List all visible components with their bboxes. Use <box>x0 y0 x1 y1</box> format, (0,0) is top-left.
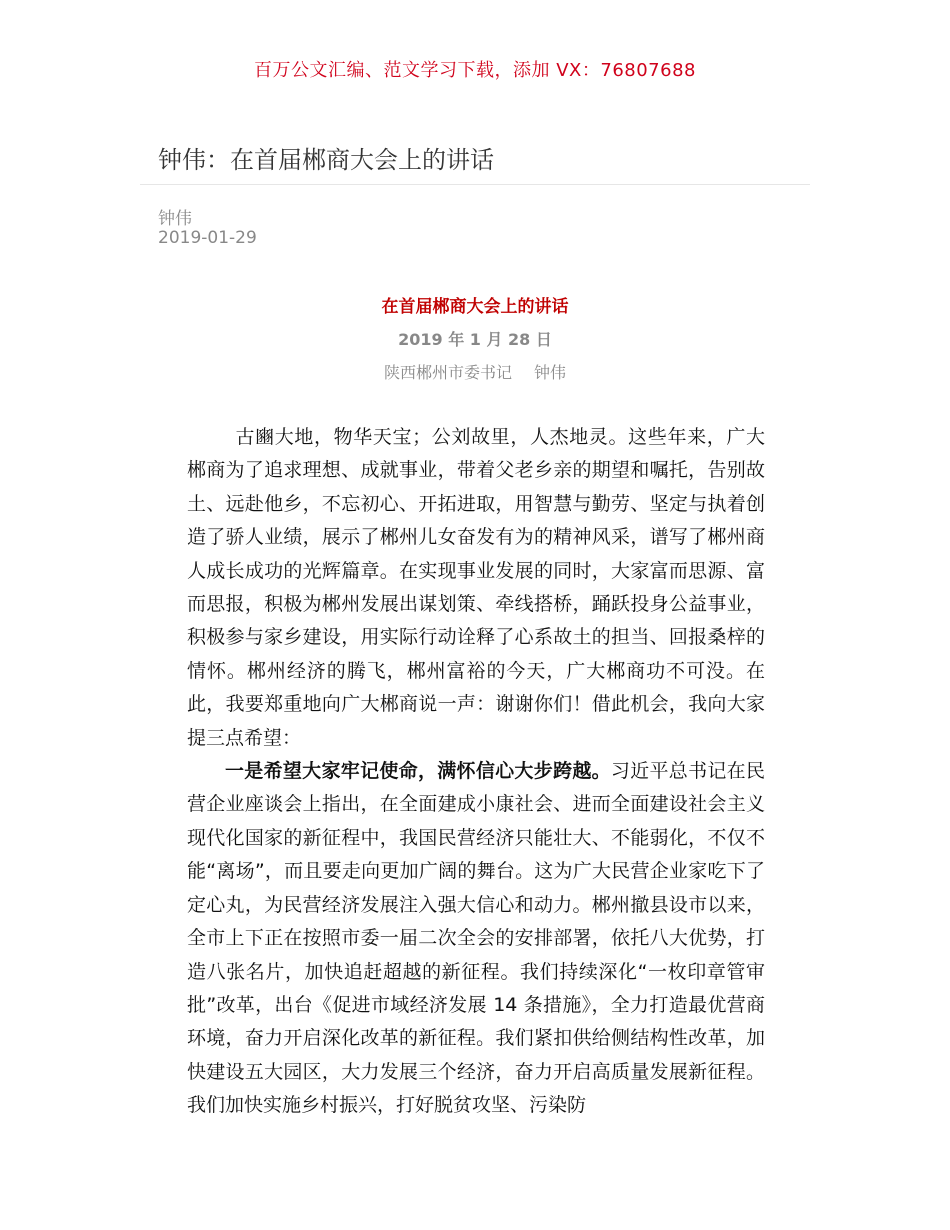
article-author: 钟伟 <box>158 209 192 229</box>
speech-date: 2019 年 1 月 28 日 <box>398 330 552 349</box>
paragraph-lead-bold: 一是希望大家牢记使命，满怀信心大步跨越。 <box>225 760 611 783</box>
speaker-role: 陕西郴州市委书记 <box>383 363 512 382</box>
body-paragraph <box>187 755 765 1122</box>
body-paragraph: 古豳大地，物华天宝；公刘故里，人杰地灵。这些年来，广大郴商为了追求理想、成就事业，带着父老乡亲的期望和嘱托，告别故土、远赴他乡，不忘初心、开拓进取，用智慧与勤劳、坚定与执着创造了骄人业绩，展示了郴州儿女奋发有为的精神风采，谱写了郴州商人成长成功的光辉篇章。在实现事业发展的同时，大家富而思源、富而思报，积极为郴州发展出谋划策、牵线搭桥，踊跃投身公益事业，积极参与家乡建设，用实际行动诠释了心系故土的担当、回报桑梓的情怀。郴州经济的腾飞，郴州富裕的今天，广大郴商功不可没。在此，我要郑重地向广大郴商说一声：谢谢你们！借此机会，我向大家提三点希望： <box>187 426 765 749</box>
article-body <box>187 421 765 1123</box>
page-title: 钟伟：在首届郴商大会上的讲话 <box>158 146 494 174</box>
paragraph-text: 习近平总书记在民营企业座谈会上指出，在全面建成小康社会、进而全面建设社会主义现代化国家的新征程中，我国民营经济只能壮大、不能弱化，不仅不能“离场”，而且要走向更加广阔的舞台。这为广大民营企业家吃下了定心丸，为民营经济发展注入强大信心和动力。郴州撤县设市以来，全市上下正在按照市委一届二次全会的安排部署，依托八大优势，打造八张名片，加快追赶超越的新征程。我们持续深化“一枚印章管审批”改革，出台《促进市域经济发展 14 条措施》，全力打造最优营商环境，奋力开启深化改革的新征程。我们紧扣供给侧结构性改革，加快建设五大园区，大力发展三个经济，奋力开启高质量发展新征程。我们加快实施乡村振兴，打好脱贫攻坚、污染防 <box>187 760 765 1117</box>
speech-title: 在首届郴商大会上的讲话 <box>381 297 569 317</box>
promo-banner: 百万公文汇编、范文学习下载，添加 VX：76807688 <box>254 60 696 81</box>
title-divider <box>140 184 810 185</box>
article-date: 2019-01-29 <box>158 228 257 248</box>
speech-byline <box>0 360 950 383</box>
speaker-name: 钟伟 <box>534 363 567 382</box>
